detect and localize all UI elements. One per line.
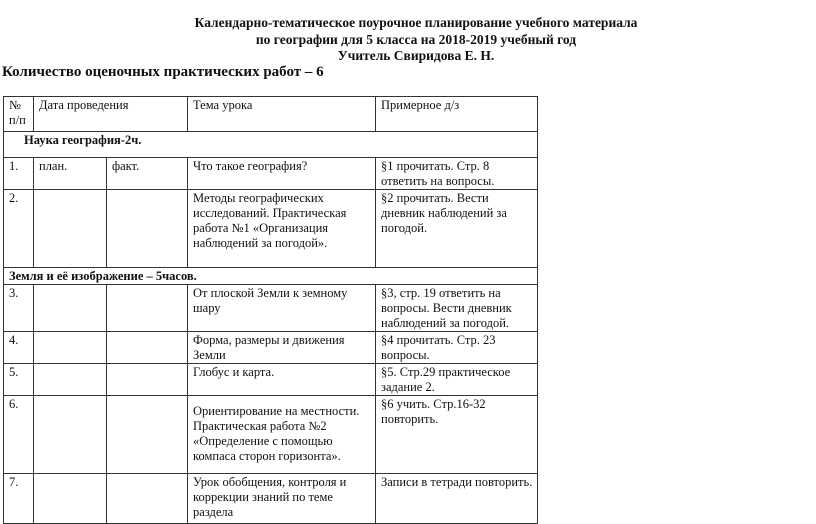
section-row: [4, 132, 538, 158]
row-num: 2.: [4, 190, 34, 268]
row-hw: §4 прочитать. Стр. 23 вопросы.: [376, 332, 538, 364]
row-hw: §3, стр. 19 ответить на вопросы. Вести дневник наблюдений за погодой.: [376, 285, 538, 332]
section-title: Земля и её изображение – 5часов.: [4, 268, 538, 285]
table-row: [4, 190, 538, 268]
row-hw: §5. Стр.29 практическое задание 2.: [376, 364, 538, 396]
row-hw: §6 учить. Стр.16-32 повторить.: [376, 396, 538, 474]
row-hw: Записи в тетради повторить.: [376, 474, 538, 524]
header-topic: Тема урока: [188, 97, 376, 132]
row-hw: §1 прочитать. Стр. 8 ответить на вопросы.: [376, 158, 538, 190]
header-hw: Примерное д/з: [376, 97, 538, 132]
table-row: [4, 285, 538, 332]
table-header-row: [4, 97, 538, 132]
row-topic: Форма, размеры и движения Земли: [188, 332, 376, 364]
doc-subtitle: по географии для 5 класса на 2018-2019 учебный год: [255, 32, 577, 47]
row-num: 4.: [4, 332, 34, 364]
row-num: 1.: [4, 158, 34, 190]
row-num: 7.: [4, 474, 34, 524]
row-topic: Методы географических исследований. Практическая работа №1 «Организация наблюдений за погодой».: [188, 190, 376, 268]
doc-title: Календарно-тематическое поурочное планирование учебного материала: [194, 15, 638, 30]
fact-label: факт.: [107, 158, 188, 190]
row-topic: Глобус и карта.: [188, 364, 376, 396]
table-row: [4, 158, 538, 190]
row-hw: §2 прочитать. Вести дневник наблюдений за погодой.: [376, 190, 538, 268]
plan-label: план.: [34, 158, 107, 190]
practical-count: Количество оценочных практических работ – 6: [2, 64, 324, 80]
row-num: 3.: [4, 285, 34, 332]
header-date: Дата проведения: [34, 97, 188, 132]
row-num: 6.: [4, 396, 34, 474]
section-title: Наука география-2ч.: [4, 132, 538, 158]
teacher-name: Учитель Свиридова Е. Н.: [337, 48, 495, 63]
planning-table: [3, 96, 538, 524]
row-topic: Что такое география?: [188, 158, 376, 190]
row-num: 5.: [4, 364, 34, 396]
table-row: [4, 396, 538, 474]
row-topic: Урок обобщения, контроля и коррекции знаний по теме раздела: [188, 474, 376, 524]
section-row: [4, 268, 538, 285]
header-num: № п/п: [4, 97, 34, 132]
row-topic: От плоской Земли к земному шару: [188, 285, 376, 332]
row-topic: Ориентирование на местности. Практическая работа №2 «Определение с помощью компаса сторон горизонта».: [188, 396, 376, 474]
table-row: [4, 332, 538, 364]
table-row: [4, 364, 538, 396]
table-row: [4, 474, 538, 524]
